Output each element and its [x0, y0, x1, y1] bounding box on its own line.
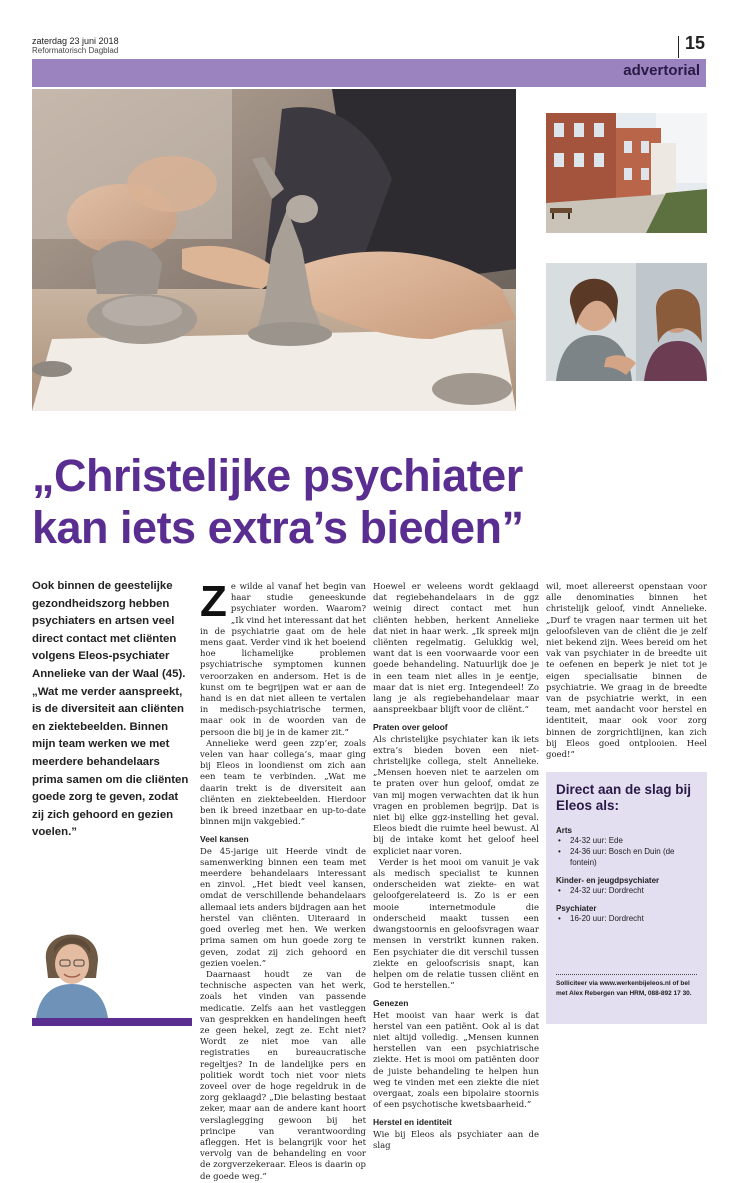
vacancy-heading-arts: Arts [556, 826, 573, 835]
issue-date: zaterdag 23 juni 2018 [32, 36, 119, 46]
article-column-3 [546, 582, 707, 767]
side-photo-conversation [546, 263, 707, 381]
vacancy-box-footer: Solliciteer via www.werkenbijeleos.nl of bel met Alex Rebergen van HRM, 088-892 17 30. [556, 980, 692, 997]
subheading-veel-kansen: Veel kansen [200, 834, 249, 845]
column-2-paragraph-2: Als christelijke psychiater kan ik iets extra’s bieden boven een niet-christelijke collega, stelt Annelieke. „Mensen hoeven niet te aarzelen om te praten over hun geloof, omdat ze van mij mogen verwachten dat ik hun vragen en problemen begrijp. Dat is niet bij elke ggz-instelling het geval. Eleos biedt die ruimte heel bewust. Al bij de intake komt het geloof heel expliciet naar voren. [373, 734, 539, 857]
headline [32, 450, 706, 554]
side-photo-building [546, 113, 707, 233]
conversation-image [546, 263, 707, 381]
column-2-paragraph-5: Wie bij Eleos als psychiater aan de slag [373, 1129, 539, 1151]
vacancy-heading-psychiater: Psychiater [556, 904, 597, 913]
column-2-paragraph-1: Hoewel er weleens wordt geklaagd dat regiebehandelaars in de ggz weinig direct contact met hun cliënten hebben, herkent Annelieke dat niet in haar werk. „Ik spreek mijn cliënten regelmatig. Gelukkig wel, want dat is een voorwaarde voor een goede behandeling. Natuurlijk doe je in een team niet alles in je eentje, maar dat is niet erg. Integendeel! Zo lang je als regiebehandelaar maar aanspreekbaar blijft voor de cliënt.” [373, 582, 539, 716]
column-3-paragraph-1: wil, moet allereerst openstaan voor alle denominaties binnen het christelijk geloof, vindt Annelieke. „Durf te vragen naar termen uit het geloofsleven van de cliënt die je zelf niet bekend zijn. Wees bereid om het vak van psychiater in de breedte uit te oefenen en beperk je niet tot je eigen specialisatie binnen de psychiatrie. We graag in de breedte van de psychiatrie werkt, in een team, met aandacht voor herstel en identiteit, maar ook voor zorg binnen de zorgrichtlijnen, kan zich bij Eleos goed ontplooien. Heel goed!” [546, 582, 707, 761]
vacancy-list [556, 826, 697, 924]
vacancy-item: • 24-32 uur: Dordrecht [556, 885, 697, 896]
portrait-image [32, 920, 112, 1018]
vacancy-heading-kinder-jeugdpsychiater: Kinder- en jeugdpsychiater [556, 876, 660, 885]
vacancy-item: • 16-20 uur: Dordrecht [556, 913, 697, 924]
drop-cap: Z [200, 577, 227, 626]
page-number-divider [678, 36, 679, 58]
headline-line-1: „Christelijke psychiater [32, 450, 523, 501]
intro-bottom-rule [32, 1018, 192, 1026]
section-label: advertorial [623, 62, 700, 79]
article-column-2 [373, 582, 539, 1151]
column-1-paragraph-3: De 45-jarige uit Heerde vindt de samenwerking binnen een team met meerdere behandelaars interessant en zinvol. „Het biedt veel kansen, omdat de verschillende behandelaars allemaal iets anders bijdragen aan het herstel van cliënten. Uiteraard in goed overleg met hen. We werken prima samen om hun goede zorg te geven, zodat zij zich gehoord en gezien voelen.” [200, 846, 366, 969]
clay-sculpting-image [32, 89, 516, 411]
vacancy-info-box [546, 772, 707, 1024]
building-image [546, 113, 707, 233]
page-number: 15 [685, 33, 706, 53]
subheading-praten-over-geloof: Praten over geloof [373, 722, 448, 733]
portrait-photo [32, 920, 112, 1018]
subheading-herstel-en-identiteit: Herstel en identiteit [373, 1117, 452, 1128]
main-photo-clay-sculpting [32, 89, 516, 411]
vacancy-box-divider [556, 974, 697, 999]
vacancy-item: • 24-32 uur: Ede [556, 835, 697, 846]
article-column-1 [200, 577, 366, 1182]
headline-line-2: kan iets extra’s bieden” [32, 502, 524, 553]
column-1-paragraph-1: e wilde al vanaf het begin van haar studie geneeskunde psychiater worden. Waarom? „Ik vind het interessant dat het in de psychiatrie gaat om de hele mens gaat. Verder vind ik het boeiend hoe lichamelijke problemen psychiatrische symptomen kunnen veroorzaken en andersom. Het is de kunst om te begrijpen wat er aan de hand is en dat niet alleen te vertalen in medisch-psychiatrische termen, maar ook in de woorden van de persoon die bij je in de kamer zit.” [200, 582, 366, 738]
subheading-genezen: Genezen [373, 998, 409, 1009]
newspaper-name: Reformatorisch Dagblad [32, 46, 119, 55]
vacancy-box-title: Direct aan de slag bij Eleos als: [556, 782, 692, 813]
column-2-paragraph-4: Het mooist van haar werk is dat herstel van een patiënt. Ook al is dat niet altijd volledig. „Mensen kunnen herstellen van een psychiatrische ziekte. Het is mooi om patiënten door de juiste behandeling te helpen hun weg te vinden met een ziekte die niet overgaat, zoals een bipolaire stoornis of een psychotische kwetsbaarheid.” [373, 1010, 539, 1111]
column-2-paragraph-3: Verder is het mooi om vanuit je vak als medisch specialist te kunnen onderscheiden wat ziekte- en wat geloofgerelateerd is. Zo is er een mooie internetmodule die onderscheid maakt tussen een dwangstoornis en geloofsvragen waar mensen in verstrikt kunnen raken. Een psychiater die dit verschil tussen ziekte en geloofscrisis snapt, kan helpen om de relatie tussen cliënt en God te herstellen.” [373, 857, 539, 992]
column-1-paragraph-2: Annelieke werd geen zzp’er, zoals velen van haar collega’s, maar ging bij Eleos in loondienst om zich aan een team te verbinden. „Wat me daarin trekt is de diversiteit aan cliënten en ziektebeelden. Hierdoor ben ik breed inzetbaar en up-to-date binnen mijn vakgebied.” [200, 738, 366, 828]
vacancy-item: • 24-36 uur: Bosch en Duin (de fontein) [556, 846, 697, 868]
intro-text: Ook binnen de geestelijke gezondheidszorg hebben psychiaters en artsen veel direct contact met cliënten volgens Eleos-psychiater Annelieke van der Waal (45). „Wat me verder aanspreekt, is de diversiteit aan cliënten en ziektebeelden. Binnen mijn team werken we met meerdere behandelaars prima samen om die cliënten goede zorg te geven, zodat zij zich gehoord en gezien voelen.” [32, 580, 189, 839]
column-1-paragraph-4: Daarnaast houdt ze van de technische aspecten van het werk, zoals het vinden van passende medicatie. Zelfs aan het vastleggen van gesprekken en handelingen heeft ze geen hekel, zegt ze. Echt niet? Wordt ze niet moe van alle registraties en bureaucratische regeltjes? In de landelijke pers en politiek wordt toch niet voor niets zoveel over de hoge regeldruk in de zorg geklaagd? „Die belasting bestaat zeker, maar aan de andere kant hoort verslaglegging gewoon bij het principe van verantwoording afleggen. Het is belangrijk voor het vervolg van de behandeling en voor de zorgverzekeraar. Eleos is daarin op de goede weg.” [200, 969, 366, 1182]
section-band [32, 59, 706, 87]
